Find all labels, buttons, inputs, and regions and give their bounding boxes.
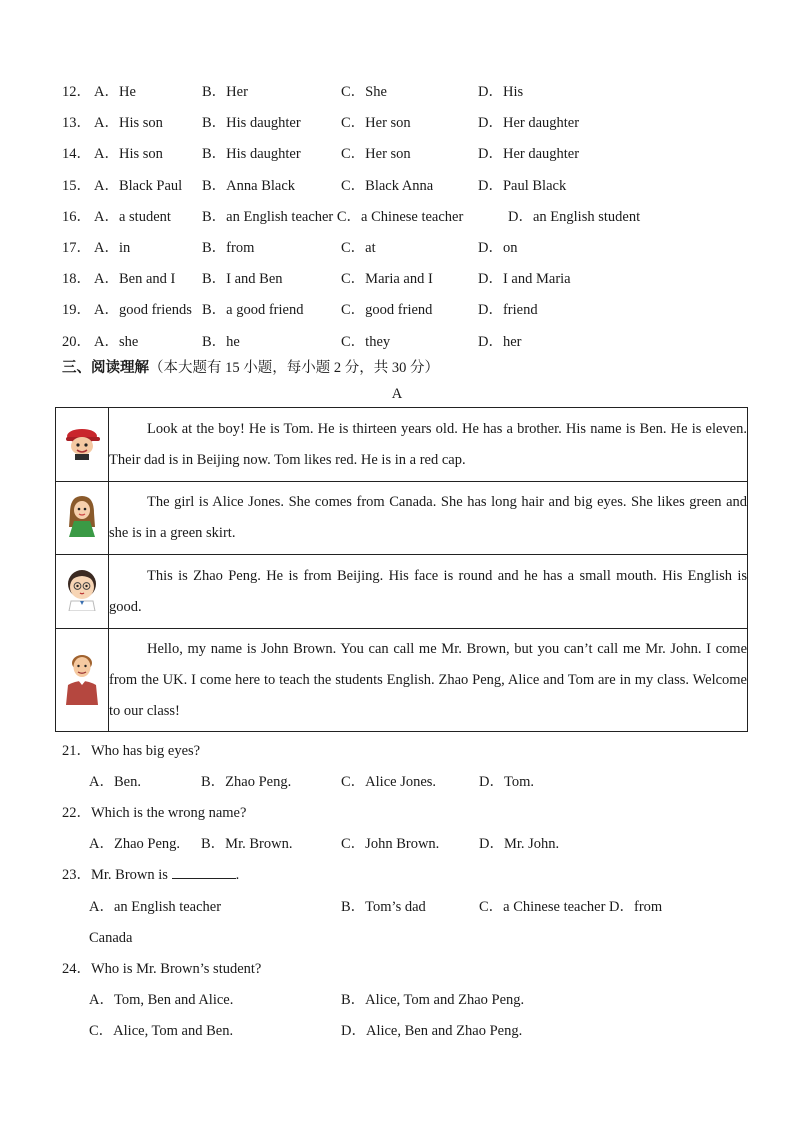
- section-heading-bold: 三、阅读理解: [62, 360, 149, 376]
- option-d: D．on: [478, 240, 518, 256]
- question-stem: 22．Which is the wrong name?: [62, 805, 247, 821]
- passage-row: [56, 408, 748, 482]
- option-c: C．Alice, Tom and Ben.: [89, 1023, 234, 1039]
- option-d: D．I and Maria: [478, 271, 571, 287]
- passage-row: [56, 629, 748, 732]
- passage-text: Hello, my name is John Brown. You can call me Mr. Brown, but you can’t call me Mr. John. I come from the UK. I come here to teach the students English. Zhao Peng, Alice and Tom are in my class. Welcome to our class!: [109, 629, 748, 732]
- option-a: A．Tom, Ben and Alice.: [89, 992, 234, 1008]
- option-c: C．Her son: [341, 115, 411, 131]
- option-b: B．I and Ben: [202, 271, 283, 287]
- passage-picture-cell: [56, 555, 109, 629]
- option-c: C．Alice Jones.: [341, 774, 437, 790]
- passage-row: [56, 555, 748, 629]
- question-stem-text: 23．Mr. Brown is: [62, 867, 168, 883]
- option-b: B．from: [202, 240, 255, 256]
- option-b: B．Her: [202, 84, 248, 100]
- option-d: D．her: [478, 334, 522, 350]
- passage-text: This is Zhao Peng. He is from Beijing. His face is round and he has a small mouth. His English is good.: [109, 555, 748, 629]
- question-stem: [62, 865, 239, 885]
- option-b: B．His daughter: [202, 146, 301, 162]
- option-c: C．Black Anna: [341, 178, 434, 194]
- question-number: 20．: [62, 334, 91, 350]
- option-a: A．Black Paul: [94, 178, 183, 194]
- question-stem: 21．Who has big eyes?: [62, 743, 201, 759]
- passage-table: [55, 407, 748, 732]
- question-number: 13．: [62, 115, 91, 131]
- option-b: B．an English teacher C．a Chinese teacher: [202, 209, 464, 225]
- option-b: B．His daughter: [202, 115, 301, 131]
- option-a: A．His son: [94, 115, 163, 131]
- option-d: D．Mr. John.: [479, 836, 560, 852]
- option-c: C．Her son: [341, 146, 411, 162]
- option-a: A．Zhao Peng.: [89, 836, 181, 852]
- answer-blank: [172, 865, 236, 879]
- man-teacher-icon: [63, 651, 101, 705]
- question-number: 16．: [62, 209, 91, 225]
- option-a: A．an English teacher: [89, 899, 222, 915]
- option-b: B．Mr. Brown.: [201, 836, 293, 852]
- section-heading-detail: （本大题有 15 小题，每小题 2 分，共 30 分）: [149, 360, 439, 376]
- option-d: D．His: [478, 84, 524, 100]
- section-heading: [62, 357, 439, 379]
- question-number: 17．: [62, 240, 91, 256]
- question-stem-end: .: [235, 867, 240, 883]
- option-c: C．they: [341, 334, 391, 350]
- option-d: D．Tom.: [479, 774, 534, 790]
- passage-picture-cell: [56, 629, 109, 732]
- option-a: A．good friends: [94, 302, 192, 318]
- option-c: C．good friend: [341, 302, 433, 318]
- question-number: 12．: [62, 84, 91, 100]
- option-d: D．Her daughter: [478, 115, 580, 131]
- option-a: A．Ben and I: [94, 271, 176, 287]
- option-a: A．in: [94, 240, 131, 256]
- option-d: D．Her daughter: [478, 146, 580, 162]
- question-number: 18．: [62, 271, 91, 287]
- boy-round-face-icon: [65, 567, 99, 611]
- option-b: B．a good friend: [202, 302, 304, 318]
- option-d: D．friend: [478, 302, 538, 318]
- option-b: B．Zhao Peng.: [201, 774, 292, 790]
- option-d: D．Alice, Ben and Zhao Peng.: [341, 1023, 523, 1039]
- option-d: D．an English student: [508, 209, 641, 225]
- option-c: C．a Chinese teacher D．from: [479, 899, 663, 915]
- option-c: C．She: [341, 84, 387, 100]
- passage-text: The girl is Alice Jones. She comes from Canada. She has long hair and big eyes. She likes green and she is in a green skirt.: [109, 482, 748, 555]
- option-c: C．Maria and I: [341, 271, 433, 287]
- question-number: 15．: [62, 178, 91, 194]
- question-stem: 24．Who is Mr. Brown’s student?: [62, 961, 262, 977]
- option-a: A．He: [94, 84, 136, 100]
- option-b: B．he: [202, 334, 240, 350]
- passage-text: Look at the boy! He is Tom. He is thirteen years old. He has a brother. His name is Ben. He is eleven. Their dad is in Beijing now. Tom likes red. He is in a red cap.: [109, 408, 748, 482]
- option-d: D．Paul Black: [478, 178, 567, 194]
- passage-row: [56, 482, 748, 555]
- passage-label: A: [391, 386, 403, 402]
- option-a: A．His son: [94, 146, 163, 162]
- question-number: 14．: [62, 146, 91, 162]
- passage-picture-cell: [56, 408, 109, 482]
- option-b: B．Alice, Tom and Zhao Peng.: [341, 992, 525, 1008]
- option-c: C．at: [341, 240, 376, 256]
- passage-picture-cell: [56, 482, 109, 555]
- option-a: A．Ben.: [89, 774, 141, 790]
- option-b: B．Anna Black: [202, 178, 296, 194]
- option-b: B．Tom’s dad: [341, 899, 426, 915]
- question-number: 19．: [62, 302, 91, 318]
- option-wrap: Canada: [89, 930, 133, 946]
- option-a: A．she: [94, 334, 139, 350]
- girl-long-hair-icon: [66, 493, 98, 539]
- option-c: C．John Brown.: [341, 836, 440, 852]
- boy-red-cap-icon: [62, 424, 102, 460]
- option-a: A．a student: [94, 209, 171, 225]
